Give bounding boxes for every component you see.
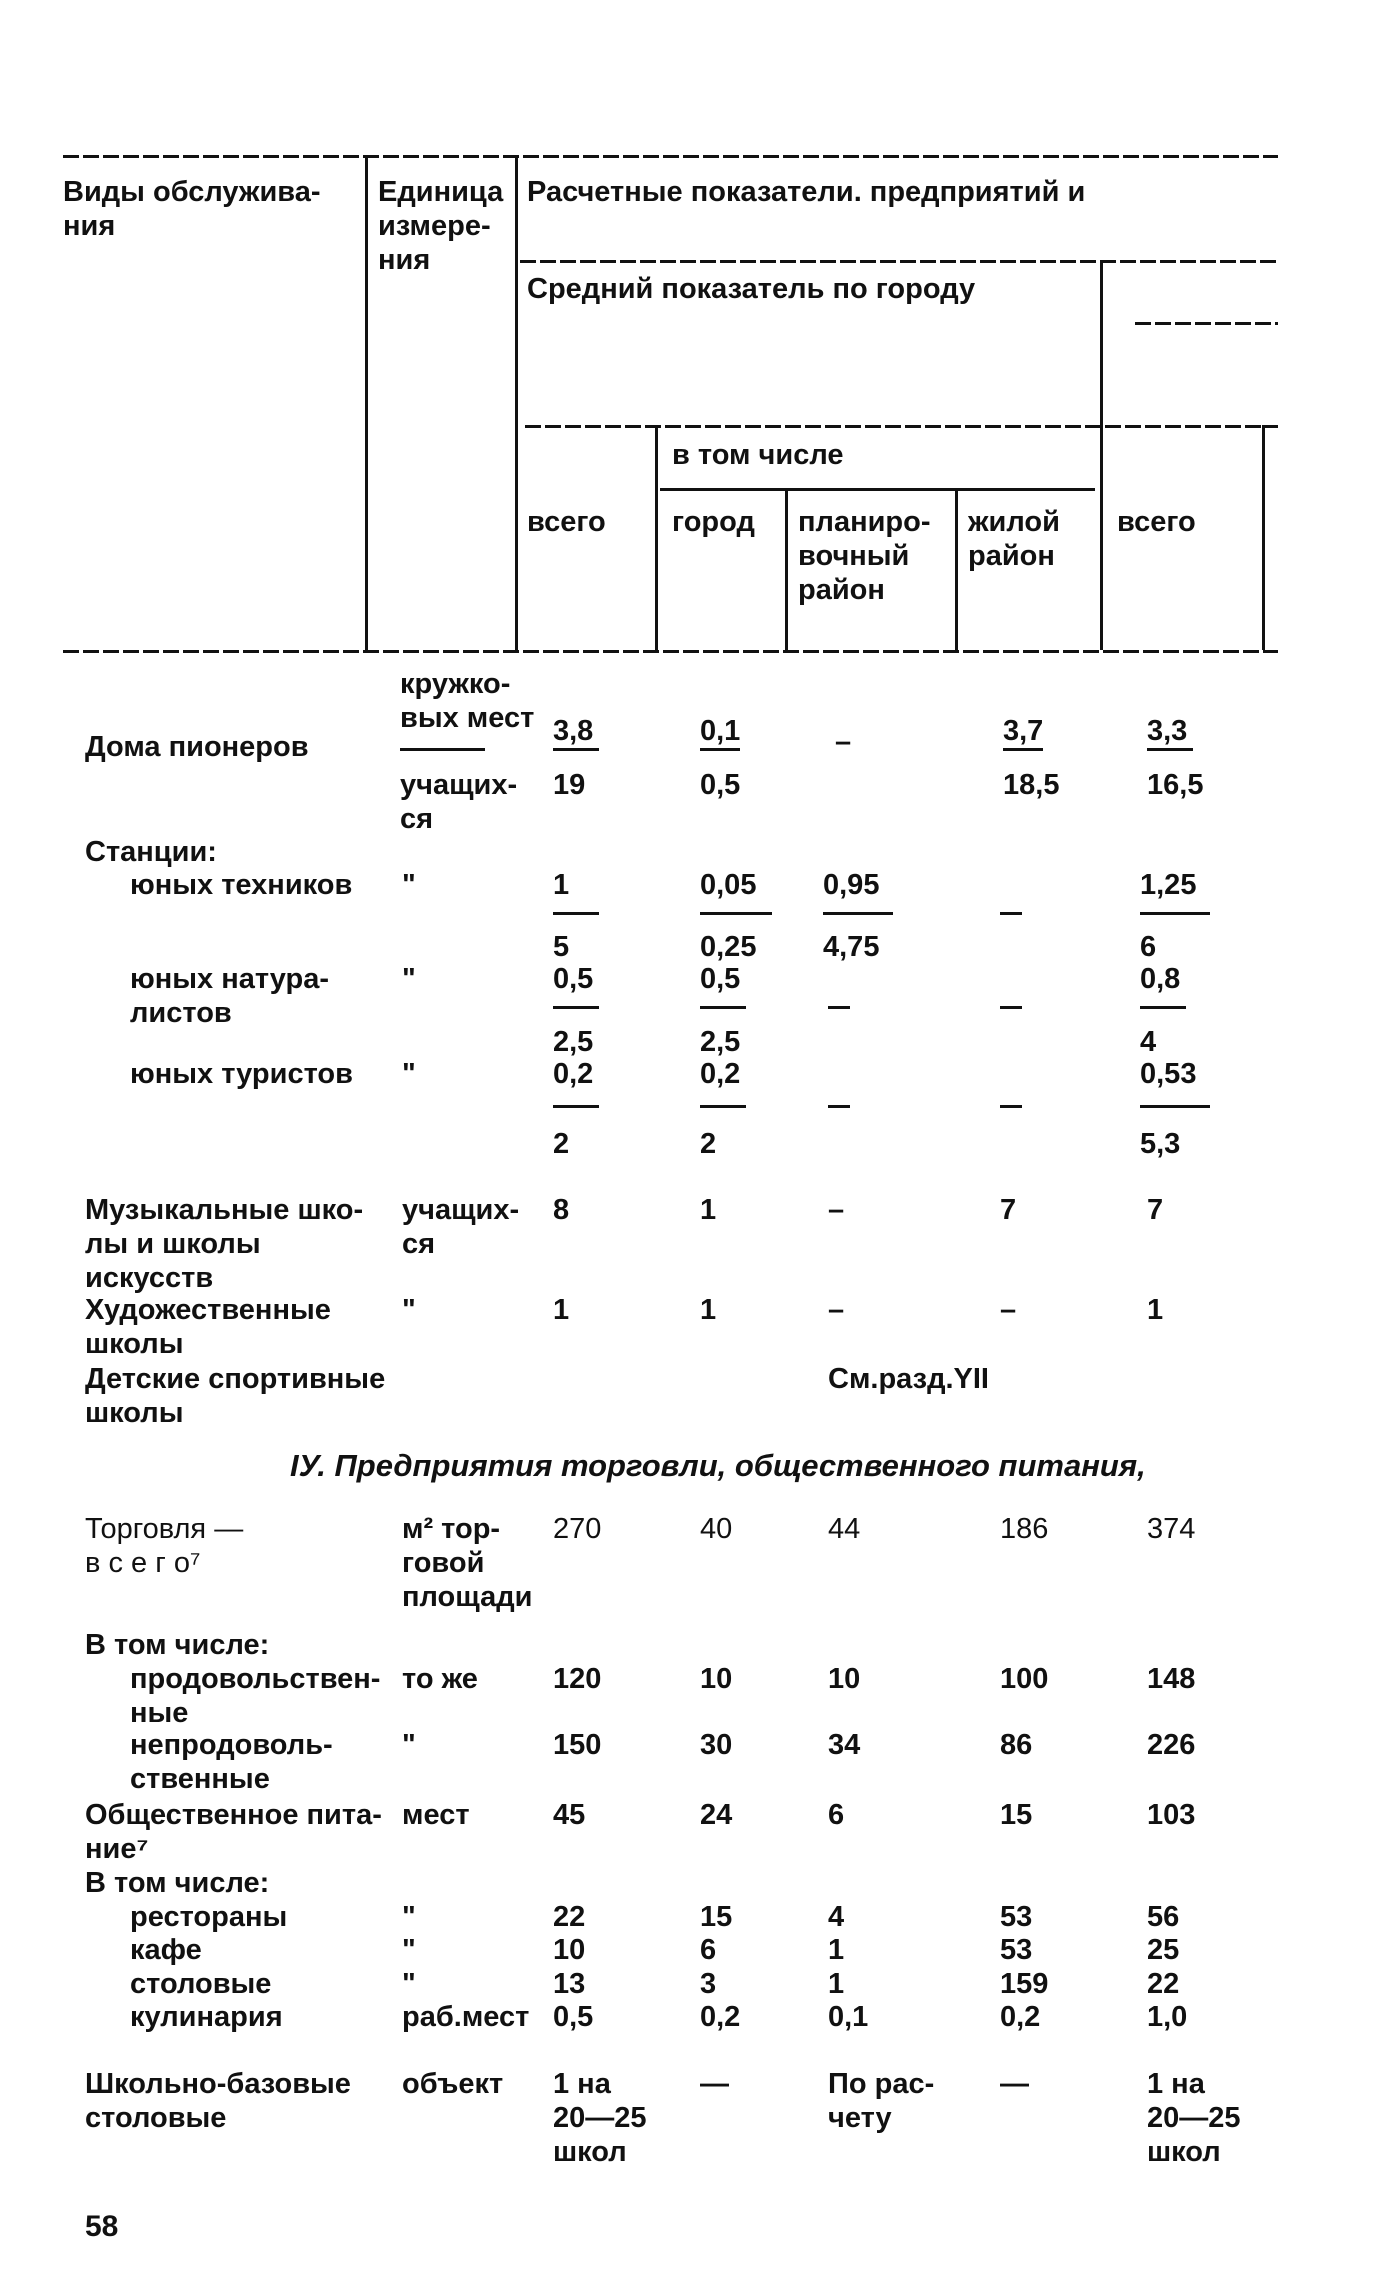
row-trade-planning: 44 xyxy=(828,1513,861,1545)
row-naturalists-city-den: 2,5 xyxy=(700,1026,741,1058)
row-tourists-total2-den: 5,3 xyxy=(1140,1128,1181,1160)
row-nonfood-city: 30 xyxy=(700,1729,733,1761)
header-including: в том числе xyxy=(672,439,844,471)
row-art-total: 1 xyxy=(553,1294,570,1326)
row-tourists-total-bar xyxy=(553,1105,599,1108)
row-trade-total2: 374 xyxy=(1147,1513,1196,1545)
row-school-planning: По рас- чету xyxy=(828,2068,935,2134)
row-tourists-city-den: 2 xyxy=(700,1128,717,1160)
row-naturalists-res-dash xyxy=(1000,1006,1022,1009)
row-school-total2: 1 на 20—25 школ xyxy=(1147,2068,1241,2168)
row-technicians-total-num: 1 xyxy=(553,869,570,901)
col-divider-indicators xyxy=(515,155,518,650)
row-food-residential: 100 xyxy=(1000,1663,1049,1695)
row-technicians-unit: " xyxy=(402,869,416,901)
row-sport-reference: См.разд.YII xyxy=(828,1363,989,1395)
row-pioneers-total2-bar xyxy=(1147,748,1193,751)
row-naturalists-city-num: 0,5 xyxy=(700,963,741,995)
row-pioneers-city-den: 0,5 xyxy=(700,769,741,801)
col-divider-city xyxy=(655,425,658,650)
row-food-total2: 148 xyxy=(1147,1663,1196,1695)
row-technicians-city-den: 0,25 xyxy=(700,931,757,963)
row-incl2-title: В том числе: xyxy=(85,1867,270,1899)
col-divider-planning xyxy=(785,488,788,650)
row-music-unit: учащих- ся xyxy=(402,1194,520,1260)
row-culinary-city: 0,2 xyxy=(700,2001,741,2033)
row-naturalists-unit: " xyxy=(402,963,416,995)
row-naturalists-total-bar xyxy=(553,1006,599,1009)
row-tourists-total2-num: 0,53 xyxy=(1140,1058,1197,1090)
row-art-planning: – xyxy=(828,1294,845,1326)
row-cafe-total: 10 xyxy=(553,1934,586,1966)
row-culinary-residential: 0,2 xyxy=(1000,2001,1041,2033)
row-catering-name: Общественное пита- ние⁷ xyxy=(85,1799,382,1865)
row-pioneers-unit2: учащих- ся xyxy=(400,769,518,835)
row-technicians-total2-bar xyxy=(1140,912,1210,915)
col-divider-total2 xyxy=(1100,260,1103,650)
row-tourists-plan-dash xyxy=(828,1105,850,1108)
row-naturalists-name: юных натура- листов xyxy=(130,963,330,1029)
row-cafe-city: 6 xyxy=(700,1934,717,1966)
row-pioneers-res-den: 18,5 xyxy=(1003,769,1060,801)
row-trade-total: 270 xyxy=(553,1513,602,1545)
row-music-name: Музыкальные шко- лы и школы искусств xyxy=(85,1194,364,1294)
row-cafe-name: кафе xyxy=(130,1934,202,1966)
row-tourists-total-num: 0,2 xyxy=(553,1058,594,1090)
row-sport-name: Детские спортивные школы xyxy=(85,1363,386,1429)
row-tourists-name: юных туристов xyxy=(130,1058,353,1090)
header-planning-district: планиро- вочный район xyxy=(798,506,931,606)
row-trade-residential: 186 xyxy=(1000,1513,1049,1545)
row-canteens-total: 13 xyxy=(553,1968,586,2000)
row-tourists-total2-bar xyxy=(1140,1105,1210,1108)
row-school-total: 1 на 20—25 школ xyxy=(553,2068,647,2168)
header-residential-district: жилой район xyxy=(968,506,1060,572)
row-art-unit: " xyxy=(402,1294,416,1326)
row-music-total2: 7 xyxy=(1147,1194,1164,1226)
row-technicians-plan-den: 4,75 xyxy=(823,931,880,963)
row-restaurants-total2: 56 xyxy=(1147,1901,1180,1933)
row-pioneers-unit-divider xyxy=(400,748,485,751)
row-technicians-total-bar xyxy=(553,912,599,915)
row-school-name: Школьно-базовые столовые xyxy=(85,2068,351,2134)
header-indicators: Расчетные показатели. предприятий и xyxy=(527,176,1086,208)
row-pioneers-total-num: 3,8 xyxy=(553,715,594,747)
row-art-residential: – xyxy=(1000,1294,1017,1326)
row-art-city: 1 xyxy=(700,1294,717,1326)
header-rule-right-short xyxy=(1135,322,1278,325)
row-culinary-planning: 0,1 xyxy=(828,2001,869,2033)
header-bottom-rule xyxy=(63,650,1278,653)
header-total-2: всего xyxy=(1117,506,1196,538)
row-catering-planning: 6 xyxy=(828,1799,845,1831)
page-number: 58 xyxy=(85,2210,119,2243)
header-rule-including-sub xyxy=(660,488,1095,491)
row-food-unit: то же xyxy=(402,1663,478,1695)
row-cafe-residential: 53 xyxy=(1000,1934,1033,1966)
row-pioneers-total2-num: 3,3 xyxy=(1147,715,1188,747)
row-restaurants-unit: " xyxy=(402,1901,416,1933)
row-food-total: 120 xyxy=(553,1663,602,1695)
row-music-planning: – xyxy=(828,1194,845,1226)
row-music-residential: 7 xyxy=(1000,1194,1017,1226)
row-nonfood-name: непродоволь- ственные xyxy=(130,1729,333,1795)
row-naturalists-total2-den: 4 xyxy=(1140,1026,1157,1058)
header-rule-city-avg xyxy=(520,260,1278,263)
row-naturalists-city-bar xyxy=(700,1006,746,1009)
row-naturalists-total-den: 2,5 xyxy=(553,1026,594,1058)
row-school-city: — xyxy=(700,2068,729,2100)
row-technicians-total-den: 5 xyxy=(553,931,570,963)
header-unit: Единица измере- ния xyxy=(378,176,504,276)
row-technicians-name: юных техников xyxy=(130,869,353,901)
row-naturalists-total-num: 0,5 xyxy=(553,963,594,995)
row-nonfood-unit: " xyxy=(402,1729,416,1761)
row-restaurants-residential: 53 xyxy=(1000,1901,1033,1933)
row-tourists-total-den: 2 xyxy=(553,1128,570,1160)
row-art-total2: 1 xyxy=(1147,1294,1164,1326)
row-culinary-total2: 1,0 xyxy=(1147,2001,1188,2033)
row-school-residential: — xyxy=(1000,2068,1029,2100)
row-canteens-unit: " xyxy=(402,1968,416,2000)
row-tourists-unit: " xyxy=(402,1058,416,1090)
row-food-planning: 10 xyxy=(828,1663,861,1695)
row-technicians-plan-num: 0,95 xyxy=(823,869,880,901)
header-rule-including xyxy=(525,425,1278,428)
row-technicians-city-bar xyxy=(700,912,772,915)
row-pioneers-name: Дома пионеров xyxy=(85,731,309,763)
row-pioneers-city-bar xyxy=(700,748,740,751)
row-cafe-unit: " xyxy=(402,1934,416,1966)
row-tourists-res-dash xyxy=(1000,1105,1022,1108)
row-technicians-city-num: 0,05 xyxy=(700,869,757,901)
row-stations-title: Станции: xyxy=(85,836,217,868)
row-trade-unit: м² тор- говой площади xyxy=(402,1513,533,1613)
row-canteens-planning: 1 xyxy=(828,1968,845,2000)
row-technicians-res-dash xyxy=(1000,912,1022,915)
row-naturalists-total2-bar xyxy=(1140,1006,1186,1009)
row-technicians-total2-num: 1,25 xyxy=(1140,869,1197,901)
row-tourists-city-num: 0,2 xyxy=(700,1058,741,1090)
row-food-name: продовольствен- ные xyxy=(130,1663,381,1729)
row-school-unit: объект xyxy=(402,2068,504,2100)
row-restaurants-city: 15 xyxy=(700,1901,733,1933)
row-food-city: 10 xyxy=(700,1663,733,1695)
row-canteens-name: столовые xyxy=(130,1968,272,2000)
col-divider-unit xyxy=(365,155,368,650)
col-divider-right-edge xyxy=(1262,425,1265,650)
row-culinary-unit: раб.мест xyxy=(402,2001,530,2033)
row-nonfood-planning: 34 xyxy=(828,1729,861,1761)
header-service-type: Виды обслужива- ния xyxy=(63,176,321,242)
row-naturalists-total2-num: 0,8 xyxy=(1140,963,1181,995)
row-nonfood-total: 150 xyxy=(553,1729,602,1761)
row-catering-city: 24 xyxy=(700,1799,733,1831)
row-pioneers-res-bar xyxy=(1003,748,1043,751)
section-4-title: IУ. Предприятия торговли, общественного питания, xyxy=(290,1448,1146,1483)
row-pioneers-planning: – xyxy=(835,726,852,758)
row-catering-residential: 15 xyxy=(1000,1799,1033,1831)
row-incl1-title: В том числе: xyxy=(85,1629,270,1661)
header-city: город xyxy=(672,506,755,538)
col-divider-residential xyxy=(955,488,958,650)
header-top-rule xyxy=(63,155,1278,158)
row-pioneers-unit1: кружко- вых мест xyxy=(400,668,535,734)
row-trade-name: Торговля — в с е г о⁷ xyxy=(85,1513,244,1579)
row-naturalists-plan-dash xyxy=(828,1006,850,1009)
row-catering-total: 45 xyxy=(553,1799,586,1831)
row-canteens-total2: 22 xyxy=(1147,1968,1180,2000)
row-technicians-total2-den: 6 xyxy=(1140,931,1157,963)
row-canteens-residential: 159 xyxy=(1000,1968,1049,2000)
row-technicians-plan-bar xyxy=(823,912,893,915)
row-nonfood-residential: 86 xyxy=(1000,1729,1033,1761)
row-canteens-city: 3 xyxy=(700,1968,717,2000)
row-cafe-total2: 25 xyxy=(1147,1934,1180,1966)
row-culinary-name: кулинария xyxy=(130,2001,283,2033)
row-pioneers-total-den: 19 xyxy=(553,769,586,801)
row-tourists-city-bar xyxy=(700,1105,746,1108)
row-pioneers-res-num: 3,7 xyxy=(1003,715,1044,747)
row-art-name: Художественные школы xyxy=(85,1294,331,1360)
row-pioneers-total2-den: 16,5 xyxy=(1147,769,1204,801)
row-pioneers-total-bar xyxy=(553,748,599,751)
row-restaurants-name: рестораны xyxy=(130,1901,288,1933)
header-total: всего xyxy=(527,506,606,538)
row-music-city: 1 xyxy=(700,1194,717,1226)
row-trade-city: 40 xyxy=(700,1513,733,1545)
row-restaurants-total: 22 xyxy=(553,1901,586,1933)
row-catering-unit: мест xyxy=(402,1799,470,1831)
row-music-total: 8 xyxy=(553,1194,570,1226)
header-city-average: Средний показатель по городу xyxy=(527,273,976,305)
row-catering-total2: 103 xyxy=(1147,1799,1196,1831)
row-culinary-total: 0,5 xyxy=(553,2001,594,2033)
row-cafe-planning: 1 xyxy=(828,1934,845,1966)
row-pioneers-city-num: 0,1 xyxy=(700,715,741,747)
row-nonfood-total2: 226 xyxy=(1147,1729,1196,1761)
row-restaurants-planning: 4 xyxy=(828,1901,845,1933)
